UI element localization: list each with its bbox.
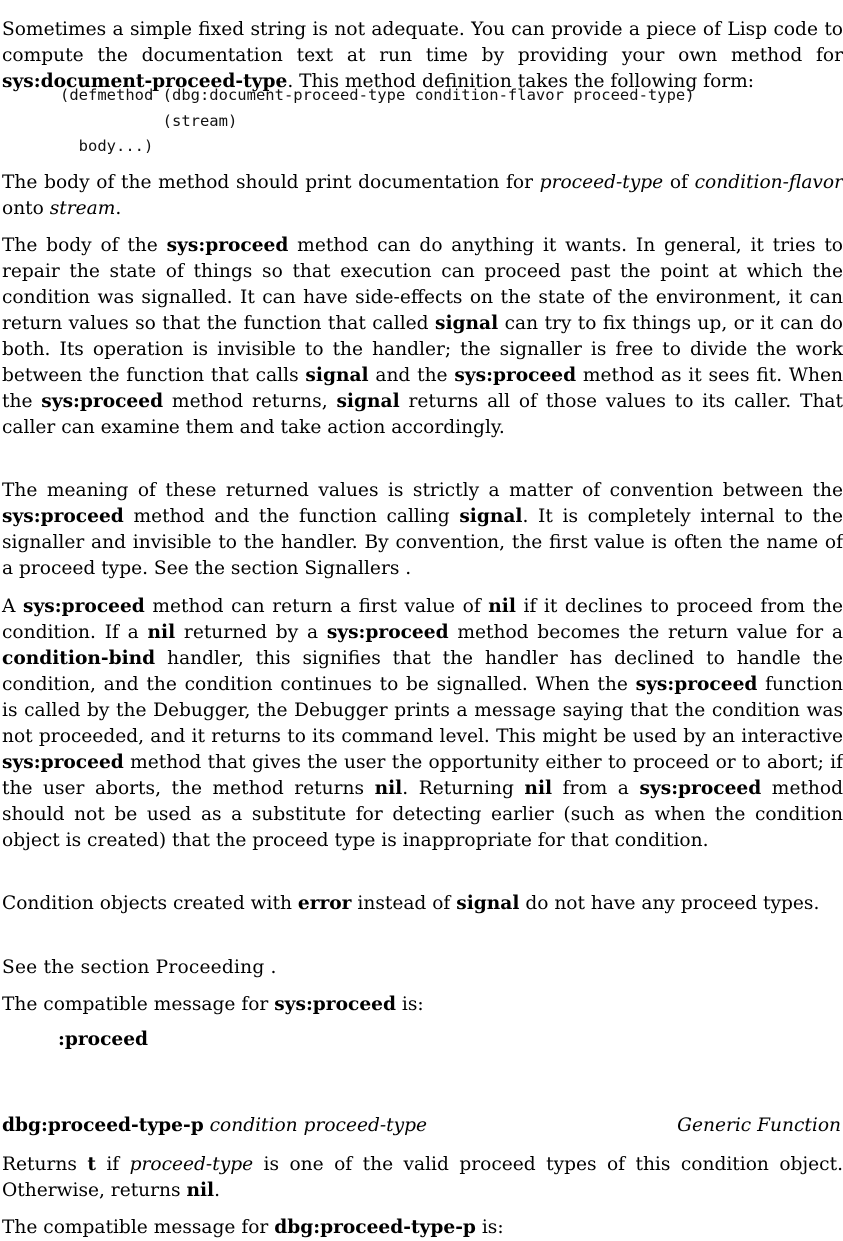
- text-run: onto: [2, 198, 50, 219]
- function-name: nil: [186, 1180, 215, 1201]
- text-run: if it declines to proceed from the condition. If a: [2, 596, 843, 643]
- function-name: sys:proceed: [639, 778, 762, 799]
- text-run: can try to fix things up, or it can do both. Its operation is invisible to the handler; the signaller is free to divide the work between the function that calls: [2, 313, 843, 386]
- function-name: signal: [435, 313, 499, 334]
- function-name: sys:proceed: [635, 674, 758, 695]
- function-name: nil: [147, 622, 176, 643]
- text-run: is one of the valid proceed types of this condition object. Otherwise, returns: [2, 1154, 843, 1201]
- text-run: and the: [368, 365, 455, 386]
- entry-function-name: dbg:proceed-type-p: [2, 1115, 204, 1136]
- paragraph-error-conditions: [2, 891, 843, 917]
- entry-kind: Generic Function: [677, 1115, 841, 1136]
- function-name: sys:proceed: [166, 235, 289, 256]
- function-name: sys:proceed: [41, 391, 164, 412]
- text-run: The compatible message for: [2, 1217, 275, 1238]
- text-run: method and the function calling: [123, 506, 460, 527]
- entry-arguments: condition proceed-type: [203, 1115, 428, 1136]
- function-name: condition-bind: [2, 648, 156, 669]
- text-run: do not have any proceed types.: [519, 893, 820, 914]
- function-name: nil: [488, 596, 516, 617]
- text-run: is:: [475, 1217, 504, 1238]
- cross-reference: See the section Proceeding .: [2, 957, 277, 978]
- text-run: method can do anything it wants. In general, it tries to repair the state of things so that execution can proceed past the point at which the condition was signalled. It can have side-effects on the state of the environment, it can return values so that the function that called: [2, 235, 843, 334]
- paragraph-compatible-message: [2, 992, 843, 1018]
- function-name: signal: [456, 893, 520, 914]
- text-run: Sometimes a simple fixed string is not adequate. You can provide a piece of Lisp code to compute the documentation text at run time by providing your own method for: [2, 19, 843, 66]
- function-name: nil: [524, 778, 553, 799]
- function-name: t: [87, 1154, 96, 1175]
- paragraph-proceed-type-p-description: [2, 1152, 843, 1204]
- function-name: sys:proceed: [23, 596, 145, 617]
- text-run: The body of the: [2, 235, 167, 256]
- function-name: sys:proceed: [454, 365, 577, 386]
- text-run: The body of the method should print documentation for: [2, 172, 540, 193]
- text-run: A: [2, 596, 24, 617]
- text-run: .: [115, 198, 122, 219]
- paragraph-returned-values: [2, 478, 843, 582]
- paragraph-nil-return: [2, 594, 843, 854]
- text-run: returns all of those values to its caller. That caller can examine them and take action accordingly.: [2, 391, 843, 438]
- code-line: body...): [60, 137, 154, 155]
- function-name: sys:proceed: [2, 506, 124, 527]
- text-run: of: [663, 172, 695, 193]
- text-run: The compatible message for: [2, 994, 275, 1015]
- function-name: dbg:proceed-type-p: [274, 1217, 476, 1238]
- text-run: is:: [396, 994, 424, 1015]
- paragraph-proceed-body: [2, 233, 843, 441]
- function-name: error: [297, 893, 352, 914]
- text-run: method can return a first value of: [144, 596, 489, 617]
- argument-name: proceed-type: [129, 1154, 254, 1175]
- function-name: sys:proceed: [326, 622, 449, 643]
- text-run: Condition objects created with: [2, 893, 298, 914]
- text-run: Returns: [2, 1154, 88, 1175]
- function-name: signal: [459, 506, 523, 527]
- text-run: returned by a: [175, 622, 327, 643]
- function-name: signal: [336, 391, 400, 412]
- code-line: (defmethod (dbg:document-proceed-type condition-flavor proceed-type): [60, 86, 695, 104]
- text-run: if: [95, 1154, 130, 1175]
- text-run: .: [214, 1180, 221, 1201]
- text-run: function is called by the Debugger, the Debugger prints a message saying that the condition was not proceeded, and it returns to its command level. This might be used by an interactive: [2, 674, 843, 747]
- paragraph-method-body: [2, 170, 843, 222]
- argument-name: condition-flavor: [694, 172, 843, 193]
- text-run: method as it sees fit. When the: [2, 365, 843, 412]
- text-run: method that gives the user the opportunity either to proceed or to abort; if the user aborts, the method returns: [2, 752, 843, 799]
- text-run: . This method definition takes the following form:: [287, 71, 755, 92]
- text-run: method should not be used as a substitute for detecting earlier (such as when the condition object is created) that the proceed type is inappropriate for that condition.: [2, 778, 843, 851]
- compatible-message-proceed: :proceed: [58, 1029, 149, 1050]
- entry-signature: [2, 1113, 427, 1139]
- text-run: instead of: [351, 893, 457, 914]
- text-run: . Returning: [402, 778, 525, 799]
- generic-function-entry-header: [2, 1113, 841, 1139]
- paragraph-see-proceeding: [2, 955, 843, 981]
- paragraph-compatible-message-2: [2, 1215, 843, 1241]
- function-name: sys:proceed: [274, 994, 396, 1015]
- code-line: (stream): [60, 111, 238, 130]
- text-run: method becomes the return value for a: [448, 622, 843, 643]
- function-name: sys:document-proceed-type: [2, 71, 288, 92]
- function-name: sys:proceed: [2, 752, 124, 773]
- argument-name: proceed-type: [539, 172, 664, 193]
- text-run: from a: [552, 778, 640, 799]
- text-run: handler, this signifies that the handler has declined to handle the condition, and the condition continues to be signalled. When the: [2, 648, 843, 695]
- text-run: The meaning of these returned values is strictly a matter of convention between the: [2, 480, 843, 501]
- argument-name: stream: [49, 198, 116, 219]
- text-run: . It is completely internal to the signaller and invisible to the handler. By convention, the first value is often the name of a proceed type. See the section Signallers .: [2, 506, 843, 579]
- function-name: signal: [305, 365, 369, 386]
- function-name: nil: [374, 778, 403, 799]
- text-run: method returns,: [163, 391, 337, 412]
- code-block: [60, 83, 840, 160]
